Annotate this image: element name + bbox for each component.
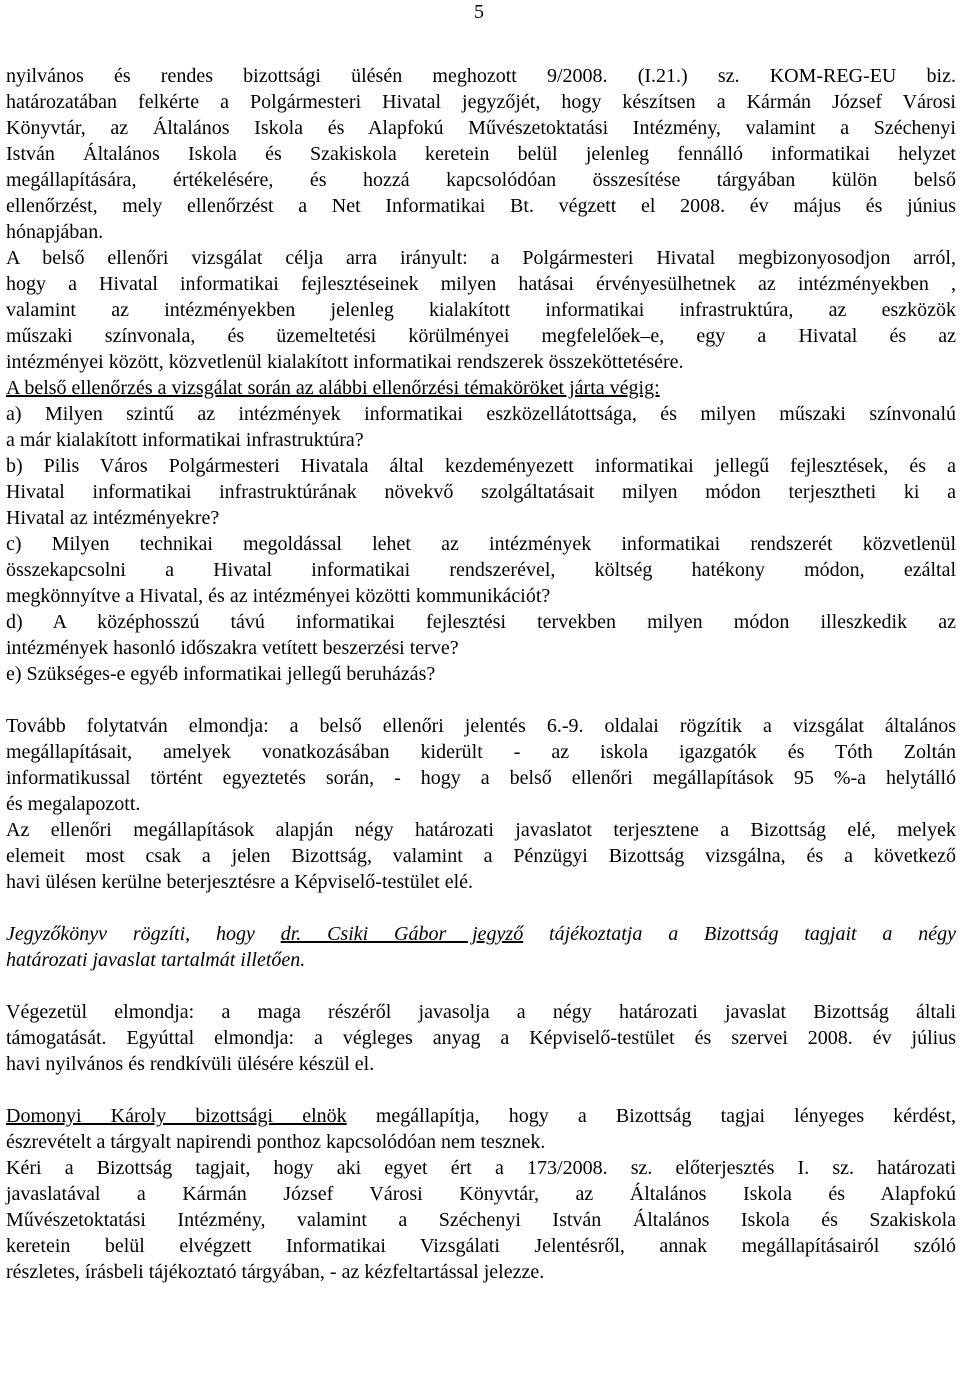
audit-topic-d [6, 609, 956, 661]
text-line: határozatában felkérte a Polgármesteri Hivatal jegyzőjét, hogy készítsen a Kármán József Városi [6, 91, 956, 113]
text-line: megkönnyítve a Hivatal, és az intézményei közötti kommunikációt? [6, 585, 551, 607]
paragraph-committee-request [6, 63, 956, 245]
text-line: Könyvtár, az Általános Iskola és Alapfokú Művészetoktatási Intézmény, valamint a Széchenyi [6, 117, 956, 139]
text-line: c) Milyen technikai megoldással lehet az intézmények informatikai rendszerét közvetlenül [6, 533, 956, 555]
chair-text: megállapítja, hogy a Bizottság tagjai lényeges kérdést, [346, 1105, 957, 1127]
text-line: hónapjában. [6, 221, 104, 243]
text-line: részletes, írásbeli tájékoztató tárgyában, - az kézfeltartással jelezze. [6, 1261, 545, 1283]
text-line: Művészetoktatási Intézmény, valamint a Széchenyi István Általános Iskola és Szakiskola [6, 1209, 956, 1231]
audit-topic-c [6, 531, 956, 609]
paragraph-vote-request [6, 1155, 956, 1285]
paragraph-minutes-note [6, 921, 956, 973]
text-line: hogy a Hivatal informatikai fejlesztéseinek milyen hatásai érvényesülhetnek az intézményekben , [6, 273, 956, 295]
text-line: nyilvános és rendes bizottsági ülésén meghozott 9/2008. (I.21.) sz. KOM-REG-EU biz. [6, 65, 956, 87]
text-line: Az ellenőri megállapítások alapján négy határozati javaslatot terjesztene a Bizottság elé, melyek [6, 819, 956, 841]
text-line: keretein belül elvégzett Informatikai Vizsgálati Jelentésről, annak megállapításairól szóló [6, 1235, 956, 1257]
audit-topic-b [6, 453, 956, 531]
text-line: b) Pilis Város Polgármesteri Hivatala által kezdeményezett informatikai jellegű fejlesztések, és a [6, 455, 956, 477]
text-line: műszaki színvonala, és üzemeltetési körülményei megfelelőek–e, egy a Hivatal és az [6, 325, 956, 347]
text-line: megállapítására, értékelésére, és hozzá kapcsolódóan összesítése tárgyában külön belső [6, 169, 956, 191]
text-line: észrevételt a tárgyalt napirendi ponthoz kapcsolódóan nem tesznek. [6, 1131, 546, 1153]
paragraph-proposals [6, 817, 956, 895]
minutes-text: tájékoztatja a Bizottság tagjait a négy [523, 923, 956, 945]
paragraph-audit-findings [6, 713, 956, 817]
text-line: Hivatal informatikai infrastruktúrának növekvő szolgáltatásait milyen módon terjesztheti ki a [6, 481, 956, 503]
audit-topic-a [6, 401, 956, 453]
text-line: Hivatal az intézményekre? [6, 507, 220, 529]
text-line: határozati javaslat tartalmát illetően. [6, 949, 306, 971]
text-line: ellenőrzést, mely ellenőrzést a Net Informatikai Bt. végzett el 2008. év május és június [6, 195, 956, 217]
text-line: Tovább folytatván elmondja: a belső ellenőri jelentés 6.-9. oldalai rögzítik a vizsgálat általános [6, 715, 956, 737]
text-line: intézmények hasonló időszakra vetített beszerzési terve? [6, 637, 459, 659]
text-line: támogatását. Egyúttal elmondja: a végleges anyag a Képviselő-testület és szervei 2008. év július [6, 1027, 956, 1049]
text-line: a) Milyen szintű az intézmények informatikai eszközellátottsága, és milyen műszaki színvonalú [6, 403, 956, 425]
text-line: Végezetül elmondja: a maga részéről javasolja a négy határozati javaslat Bizottság általi [6, 1001, 956, 1023]
text-line: elemeit most csak a jelen Bizottság, valamint a Pénzügyi Bizottság vizsgálna, és a következő [6, 845, 956, 867]
text-line: megállapításait, amelyek vonatkozásában kiderült - az iskola igazgatók és Tóth Zoltán [6, 741, 956, 763]
minutes-text: Jegyzőkönyv rögzíti, hogy [6, 923, 281, 945]
page-number: 5 [474, 1, 484, 23]
audit-topic-e: e) Szükséges-e egyéb informatikai jellegű beruházás? [6, 663, 436, 685]
text-line: valamint az intézményekben jelenleg kialakított informatikai infrastruktúra, az eszközök [6, 299, 956, 321]
document-body [6, 63, 956, 1285]
paragraph-conclusion [6, 999, 956, 1077]
paragraph-audit-purpose [6, 245, 956, 375]
text-line: István Általános Iskola és Szakiskola keretein belül jelenleg fennálló informatikai helyzet [6, 143, 956, 165]
text-line: d) A középhosszú távú informatikai fejlesztési tervekben milyen módon illeszkedik az [6, 611, 956, 633]
text-line: és megalapozott. [6, 793, 141, 815]
audit-topics-heading: A belső ellenőrzés a vizsgálat során az alábbi ellenőrzési témaköröket járta végig: [6, 377, 660, 399]
text-line: a már kialakított informatikai infrastruktúra? [6, 429, 364, 451]
text-line: havi nyilvános és rendkívüli ülésére készül el. [6, 1053, 375, 1075]
notary-name: dr. Csiki Gábor jegyző [280, 923, 524, 945]
text-line: javaslatával a Kármán József Városi Könyvtár, az Általános Iskola és Alapfokú [6, 1183, 956, 1205]
paragraph-chair-statement [6, 1103, 956, 1155]
text-line: Kéri a Bizottság tagjait, hogy aki egyet ért a 173/2008. sz. előterjesztés I. sz. határozati [6, 1157, 956, 1179]
text-line: összekapcsolni a Hivatal informatikai rendszerével, költség hatékony módon, ezáltal [6, 559, 956, 581]
text-line: intézményei között, közvetlenül kialakított informatikai rendszerek összeköttetésére. [6, 351, 684, 373]
text-line [6, 1103, 956, 1129]
chair-name: Domonyi Károly bizottsági elnök [6, 1105, 347, 1127]
text-line [6, 921, 956, 947]
text-line: informatikussal történt egyeztetés során, - hogy a belső ellenőri megállapítások 95 %-a helytálló [6, 767, 956, 789]
text-line: A belső ellenőri vizsgálat célja arra irányult: a Polgármesteri Hivatal megbizonyosodjon arról, [6, 247, 956, 269]
text-line: havi ülésen kerülne beterjesztésre a Képviselő-testület elé. [6, 871, 474, 893]
